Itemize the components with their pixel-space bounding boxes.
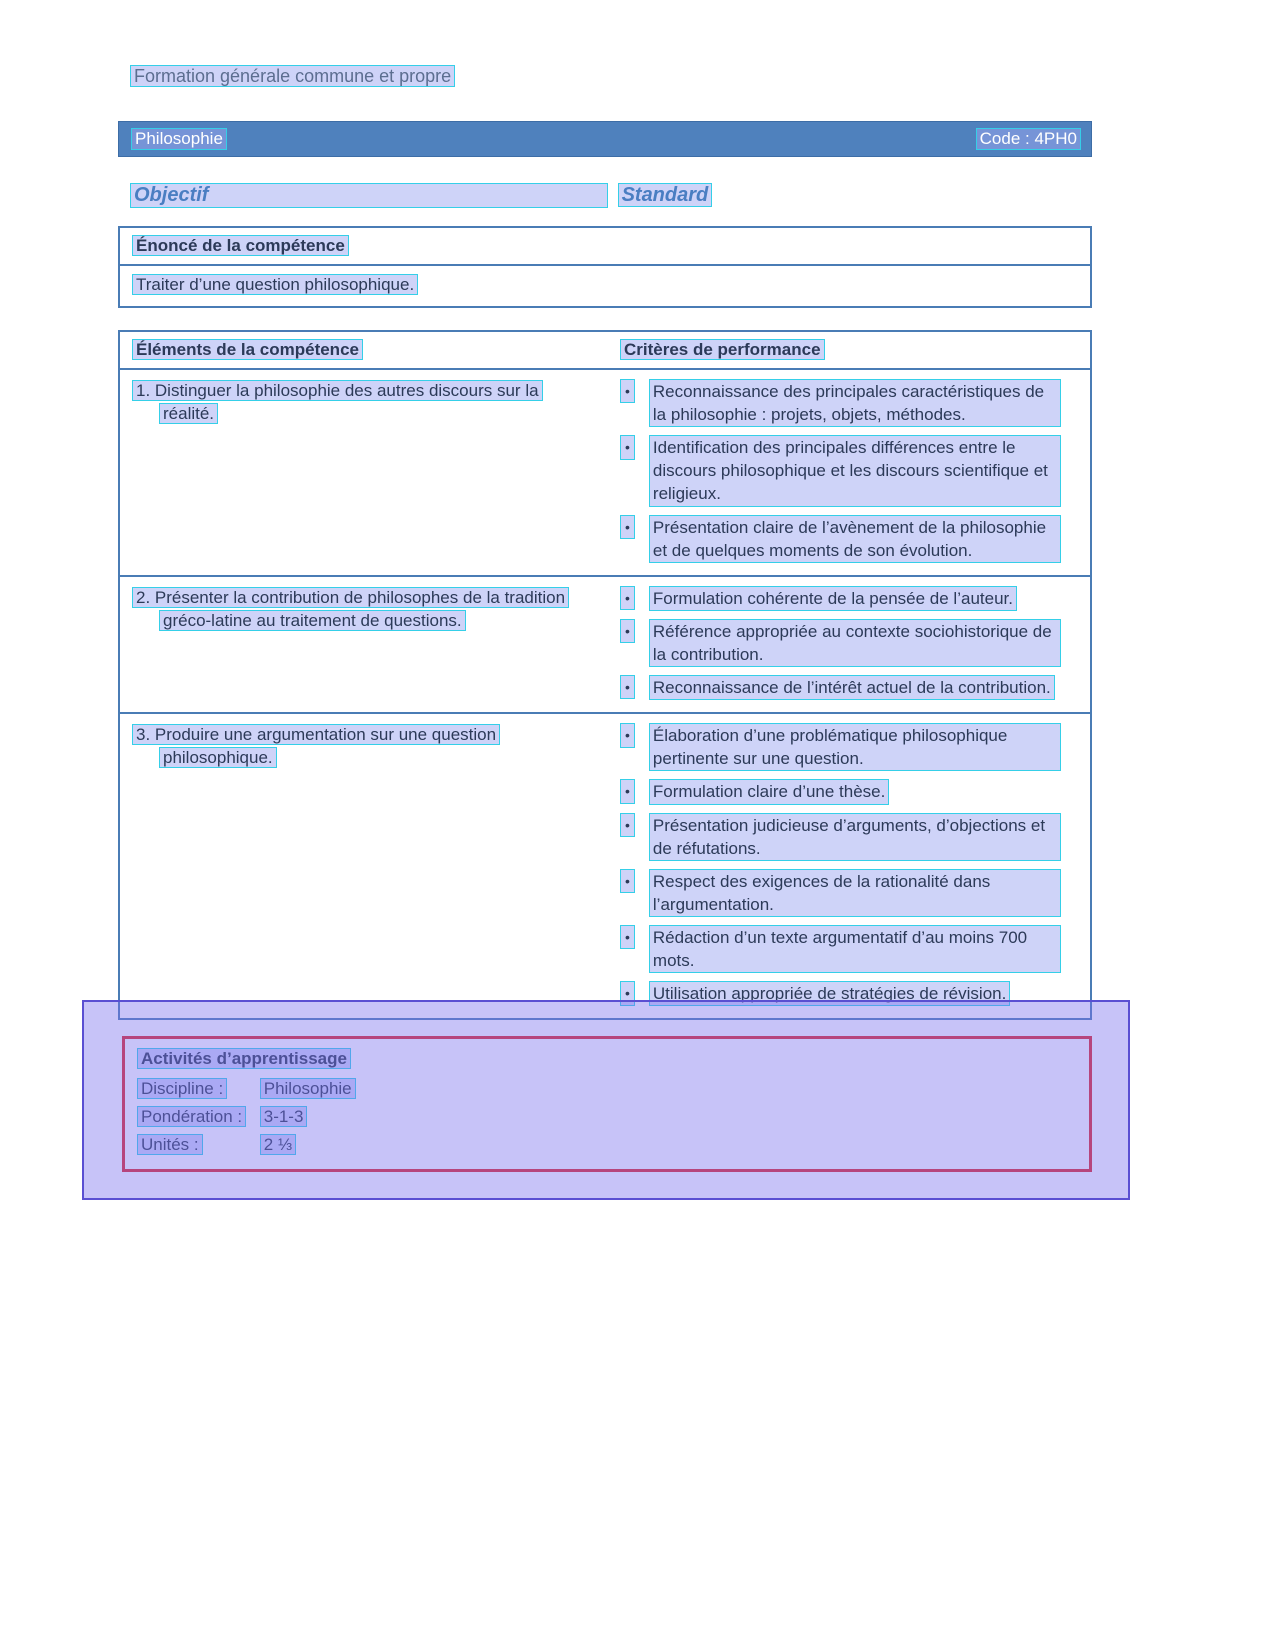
- competence-row-1: [120, 370, 1090, 575]
- bullet-icon: •: [620, 586, 635, 610]
- competence-table: [118, 330, 1092, 1020]
- criteres-header-cell: [610, 332, 1090, 368]
- document-category-text: Formation générale commune et propre: [130, 65, 455, 87]
- unites-value: 2 ⅓: [260, 1134, 296, 1155]
- enonce-header-row: [120, 228, 1090, 266]
- element-1-text: 1. Distinguer la philosophie des autres discours sur la réalité.: [132, 380, 543, 424]
- course-header-bar: [118, 121, 1092, 157]
- criteres-header-text: Critères de performance: [620, 339, 825, 360]
- element-cell-1: [120, 370, 610, 575]
- criterion-text: Reconnaissance des principales caractéristiques de la philosophie : projets, objets, méthodes.: [649, 379, 1061, 427]
- competence-row-2: [120, 575, 1090, 712]
- discipline-value: Philosophie: [260, 1078, 356, 1099]
- element-3-text: 3. Produire une argumentation sur une question philosophique.: [132, 724, 500, 768]
- enonce-body-row: [120, 266, 1090, 306]
- criterion-text: Respect des exigences de la rationalité dans l’argumentation.: [649, 869, 1061, 917]
- criterion-item: [620, 619, 1080, 667]
- criterion-item: [620, 779, 1080, 804]
- criterion-item: [620, 925, 1080, 973]
- activities-header-row: [137, 1049, 1077, 1069]
- criterion-item: [620, 813, 1080, 861]
- criterion-text: Formulation claire d’une thèse.: [649, 779, 889, 804]
- criterion-item: [620, 981, 1080, 1006]
- bullet-icon: •: [620, 515, 635, 539]
- element-2-text: 2. Présenter la contribution de philosophes de la tradition gréco-latine au traitement de questions.: [132, 587, 569, 631]
- elements-header-text: Éléments de la compétence: [132, 339, 363, 360]
- unites-label: Unités :: [137, 1134, 203, 1155]
- bullet-icon: •: [620, 619, 635, 643]
- criterion-text: Utilisation appropriée de stratégies de révision.: [649, 981, 1010, 1006]
- competence-header-row: [120, 332, 1090, 370]
- ponderation-label: Pondération :: [137, 1106, 246, 1127]
- criterion-text: Référence appropriée au contexte sociohistorique de la contribution.: [649, 619, 1061, 667]
- objectif-heading: Objectif: [130, 183, 608, 208]
- bullet-icon: •: [620, 925, 635, 949]
- bullet-icon: •: [620, 379, 635, 403]
- criterion-item: [620, 869, 1080, 917]
- document-category-label: [130, 0, 1275, 87]
- activities-section: [122, 1036, 1092, 1172]
- standard-heading: Standard: [618, 183, 713, 207]
- objectif-standard-row: [130, 183, 1275, 208]
- bullet-icon: •: [620, 779, 635, 803]
- ponderation-value: 3-1-3: [260, 1106, 308, 1127]
- criterion-text: Identification des principales différences entre le discours philosophique et les discours scientifique et religieux.: [649, 435, 1061, 506]
- course-title: Philosophie: [131, 128, 227, 150]
- elements-header-cell: [120, 332, 610, 368]
- course-code: Code : 4PH0: [976, 128, 1081, 150]
- discipline-label-cell: [137, 1079, 255, 1099]
- activities-row-discipline: [137, 1079, 1077, 1099]
- activities-row-unites: [137, 1135, 1077, 1155]
- criterion-text: Formulation cohérente de la pensée de l’auteur.: [649, 586, 1017, 611]
- element-cell-3: [120, 714, 610, 1018]
- bullet-icon: •: [620, 723, 635, 747]
- criterion-text: Élaboration d’une problématique philosophique pertinente sur une question.: [649, 723, 1061, 771]
- criteria-cell-2: [610, 577, 1090, 712]
- activities-row-ponderation: [137, 1107, 1077, 1127]
- criterion-text: Présentation claire de l’avènement de la philosophie et de quelques moments de son évolution.: [649, 515, 1061, 563]
- competence-row-3: [120, 712, 1090, 1018]
- discipline-label: Discipline :: [137, 1078, 227, 1099]
- ponderation-label-cell: [137, 1107, 255, 1127]
- unites-label-cell: [137, 1135, 255, 1155]
- criterion-text: Reconnaissance de l’intérêt actuel de la contribution.: [649, 675, 1055, 700]
- activities-header-text: Activités d’apprentissage: [137, 1048, 351, 1069]
- bullet-icon: •: [620, 869, 635, 893]
- bullet-icon: •: [620, 813, 635, 837]
- bullet-icon: •: [620, 981, 635, 1005]
- criterion-item: [620, 379, 1080, 427]
- criterion-item: [620, 723, 1080, 771]
- bullet-icon: •: [620, 675, 635, 699]
- criterion-text: Rédaction d’un texte argumentatif d’au moins 700 mots.: [649, 925, 1061, 973]
- criterion-item: [620, 675, 1080, 700]
- enonce-header-text: Énoncé de la compétence: [132, 235, 349, 256]
- criteria-cell-1: [610, 370, 1090, 575]
- enonce-body-text: Traiter d’une question philosophique.: [132, 274, 418, 295]
- bullet-icon: •: [620, 435, 635, 459]
- enonce-table: [118, 226, 1092, 308]
- criterion-item: [620, 435, 1080, 506]
- activities-box: [122, 1036, 1092, 1172]
- criterion-item: [620, 586, 1080, 611]
- criterion-item: [620, 515, 1080, 563]
- criterion-text: Présentation judicieuse d’arguments, d’objections et de réfutations.: [649, 813, 1061, 861]
- criteria-cell-3: [610, 714, 1090, 1018]
- element-cell-2: [120, 577, 610, 712]
